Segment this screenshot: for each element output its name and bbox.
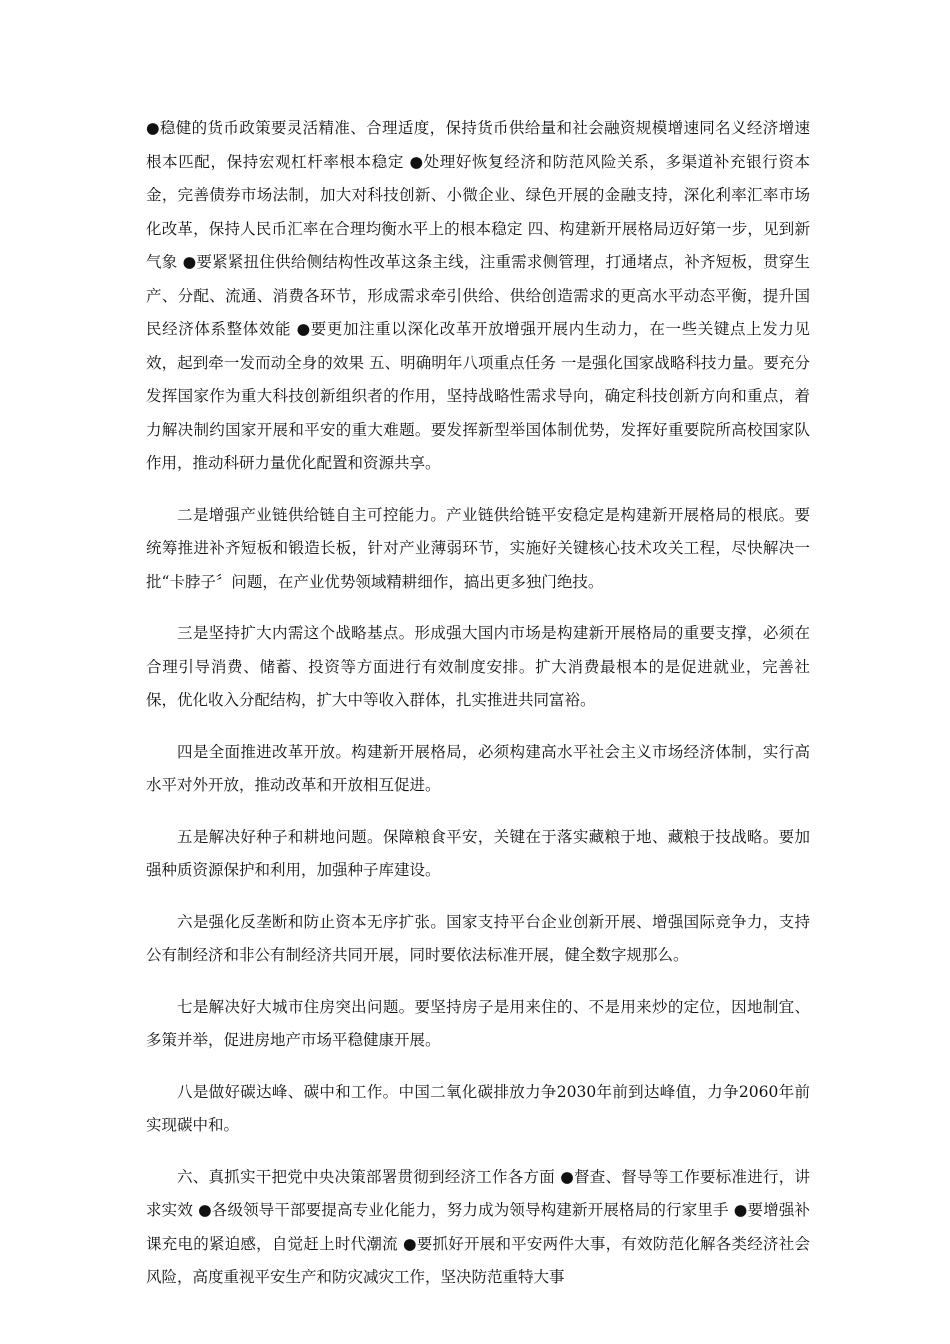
paragraph-domestic-demand: 三是坚持扩大内需这个战略基点。形成强大国内市场是构建新开展格局的重要支撑，必须在合理引导消费、储蓄、投资等方面进行有效制度安排。扩大消费最根本的是促进就业，完善社保，优化收入分配结构，扩大中等收入群体，扎实推进共同富裕。 — [146, 624, 810, 709]
paragraph-industry-chain: 二是增强产业链供给链自主可控能力。产业链供给链平安稳定是构建新开展格局的根底。要统筹推进补齐短板和锻造长板，针对产业薄弱环节，实施好关键核心技术攻关工程，尽快解决一批“卡脖子〞问题，在产业优势领域精耕细作，搞出更多独门绝技。 — [146, 505, 810, 591]
paragraph-housing: 七是解决好大城市住房突出问题。要坚持房子是用来住的、不是用来炒的定位，因地制宜、多策并举，促进房地产市场平稳健康开展。 — [146, 997, 810, 1049]
paragraph-anti-monopoly: 六是强化反垄断和防止资本无序扩张。国家支持平台企业创新开展、增强国际竞争力，支持公有制经济和非公有制经济共同开展，同时要依法标准开展，健全数字规那么。 — [146, 912, 810, 964]
paragraph-monetary-policy: ●稳健的货币政策要灵活精准、合理适度，保持货币供给量和社会融资规模增速同名义经济增速根本匹配，保持宏观杠杆率根本稳定 ●处理好恢复经济和防范风险关系，多渠道补充银行资本金，完善债券市场法制，加大对科技创新、小微企业、绿色开展的金融支持，深化利率汇率市场化改革，保持人民币汇率在合理均衡水平上的根本稳定 四、构建新开展格局迈好第一步，见到新气象 ●要紧紧扭住供给侧结构性改革这条主线，注重需求侧管理，打通堵点，补齐短板，贯穿生产、分配、流通、消费各环节，形成需求牵引供给、供给创造需求的更高水平动态平衡，提升国民经济体系整体效能 ●要更加注重以深化改革开放增强开展内生动力，在一些关键点上发力见效，起到牵一发而动全身的效果 五、明确明年八项重点任务 一是强化国家战略科技力量。要充分发挥国家作为重大科技创新组织者的作用，坚持战略性需求导向，确定科技创新方向和重点，着力解决制约国家开展和平安的重大难题。要发挥新型举国体制优势，发挥好重要院所高校国家队作用，推动科研力量优化配置和资源共享。 — [146, 119, 810, 472]
document-page — [146, 112, 810, 1295]
paragraph-carbon: 八是做好碳达峰、碳中和工作。中国二氧化碳排放力争2030年前到达峰值，力争2060年前实现碳中和。 — [146, 1082, 810, 1134]
paragraph-reform-opening: 四是全面推进改革开放。构建新开展格局，必须构建高水平社会主义市场经济体制，实行高水平对外开放，推动改革和开放相互促进。 — [146, 742, 810, 794]
paragraph-implementation: 六、真抓实干把党中央决策部署贯彻到经济工作各方面 ●督查、督导等工作要标准进行，讲求实效 ●各级领导干部要提高专业化能力，努力成为领导构建新开展格局的行家里手 ●要增强补课充电的紧迫感，自觉赶上时代潮流 ●要抓好开展和平安两件大事，有效防范化解各类经济社会风险，高度重视平安生产和防灾减灾工作，坚决防范重特大事 — [146, 1167, 810, 1286]
paragraph-seeds-farmland: 五是解决好种子和耕地问题。保障粮食平安，关键在于落实藏粮于地、藏粮于技战略。要加强种质资源保护和利用，加强种子库建设。 — [146, 827, 810, 879]
